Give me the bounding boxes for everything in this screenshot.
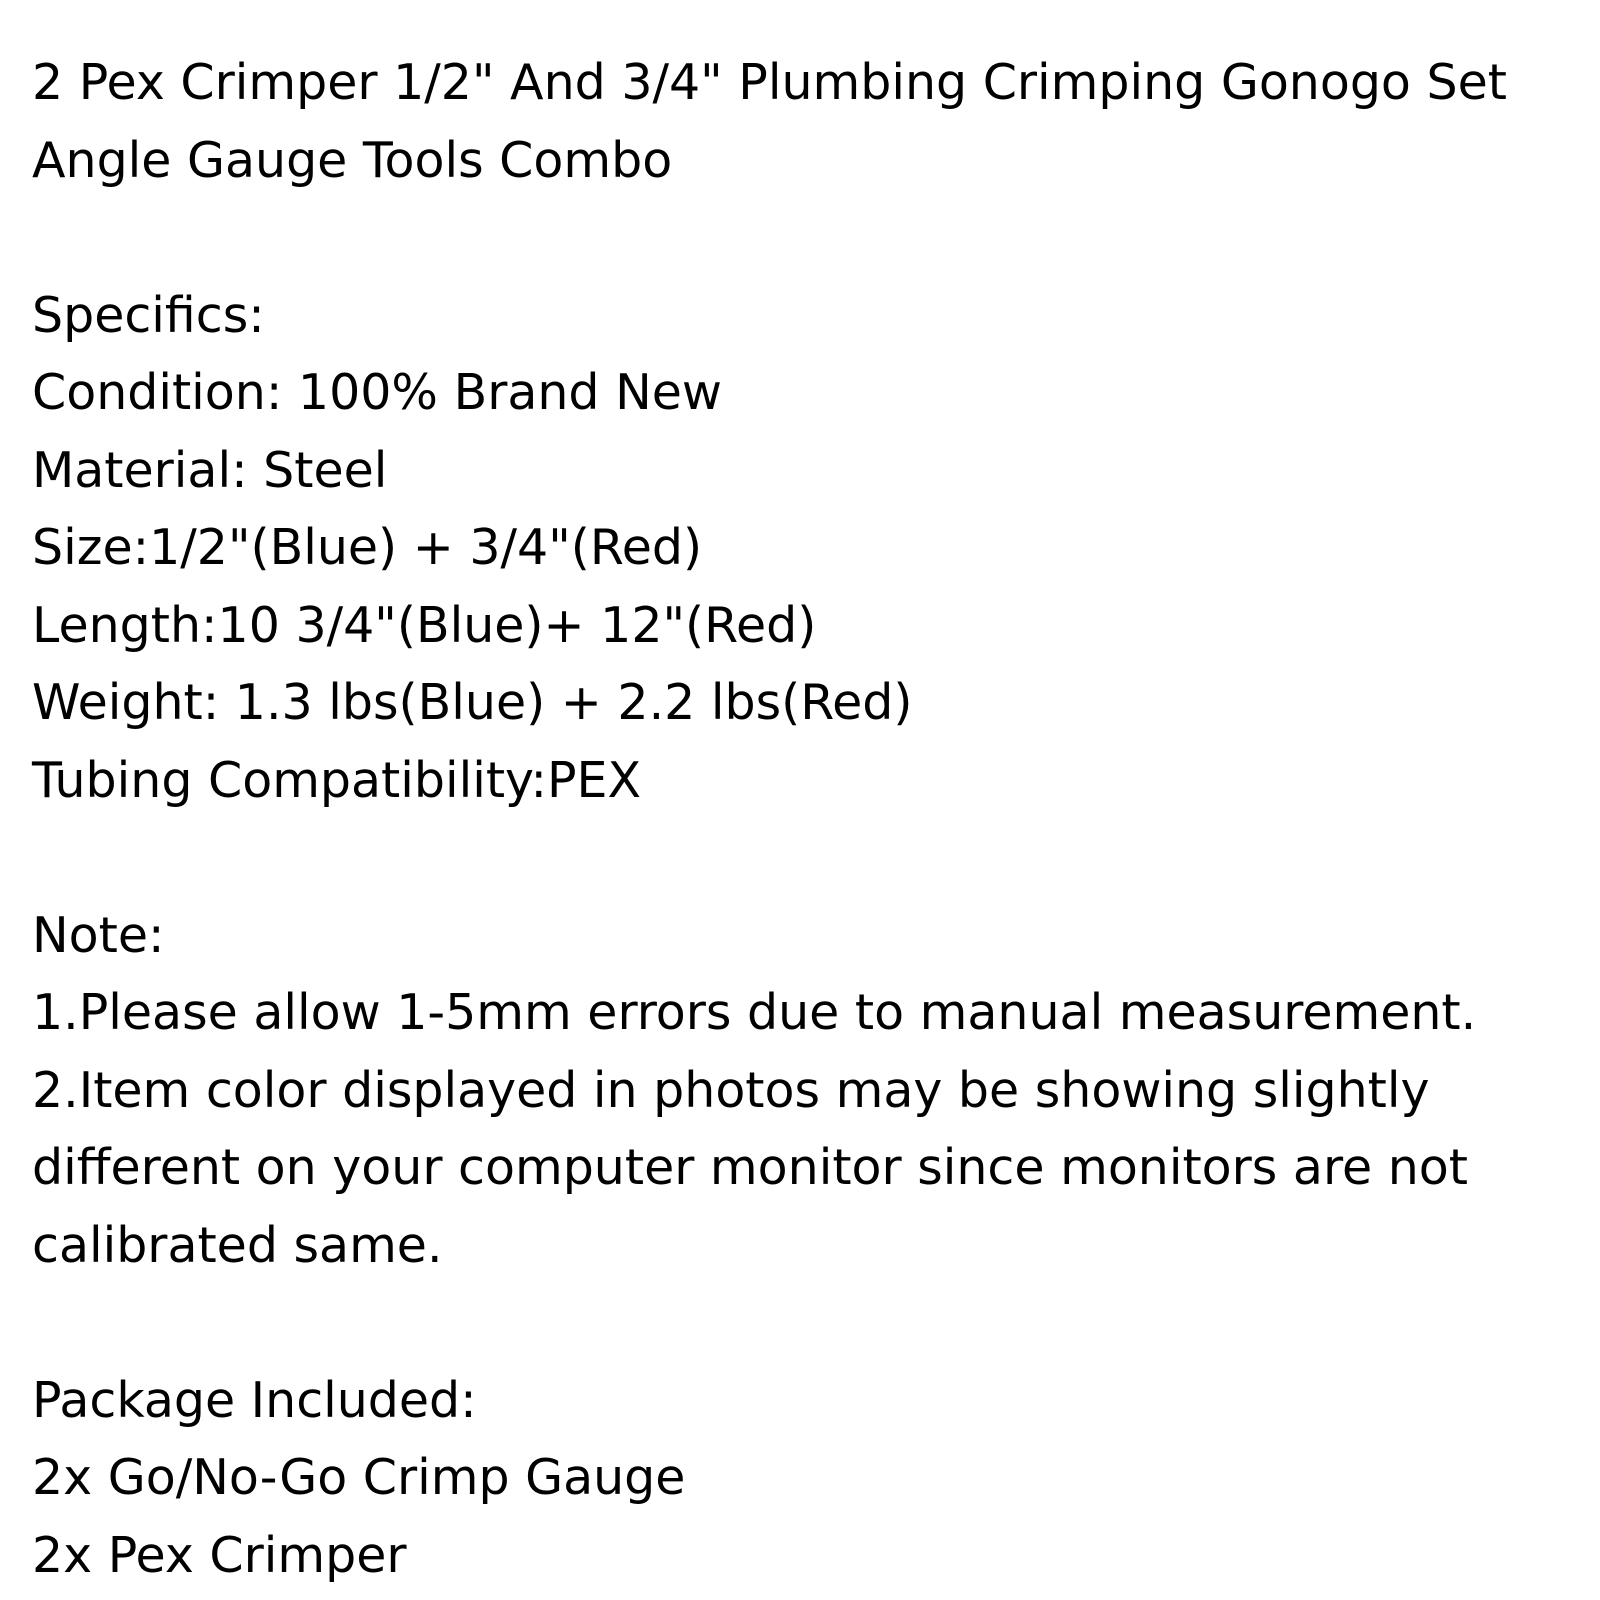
- note-section: [32, 897, 1572, 1285]
- product-title-line-1: 2 Pex Crimper 1/2" And 3/4" Plumbing Crimping Gonogo Set: [32, 54, 1507, 111]
- spec-condition: Condition: 100% Brand New: [32, 364, 722, 421]
- note-heading: Note:: [32, 906, 165, 964]
- package-heading: Package Included:: [32, 1371, 477, 1429]
- package-section: [32, 1362, 1572, 1595]
- package-item-crimper: 2x Pex Crimper: [32, 1526, 407, 1584]
- note-line-3: different on your computer monitor since monitors are not: [32, 1139, 1468, 1196]
- spec-tubing-compatibility: Tubing Compatibility:PEX: [32, 751, 642, 809]
- product-description: [32, 44, 1572, 1594]
- specifics-heading: Specifics:: [32, 286, 265, 344]
- specifics-section: [32, 277, 1572, 820]
- spacer: [32, 1284, 1572, 1362]
- note-line-4: calibrated same.: [32, 1216, 443, 1274]
- product-title-line-2: Angle Gauge Tools Combo: [32, 131, 673, 189]
- spacer: [32, 819, 1572, 897]
- title-block: [32, 44, 1572, 199]
- spec-weight: Weight: 1.3 lbs(Blue) + 2.2 lbs(Red): [32, 674, 913, 731]
- spec-size: Size:1/2"(Blue) + 3/4"(Red): [32, 519, 703, 576]
- note-line-2: 2.Item color displayed in photos may be showing slightly: [32, 1061, 1430, 1119]
- spec-material: Material: Steel: [32, 441, 388, 499]
- package-item-gauge: 2x Go/No-Go Crimp Gauge: [32, 1449, 686, 1506]
- note-line-1: 1.Please allow 1-5mm errors due to manual measurement.: [32, 984, 1477, 1041]
- spec-length: Length:10 3/4"(Blue)+ 12"(Red): [32, 596, 817, 654]
- spacer: [32, 199, 1572, 277]
